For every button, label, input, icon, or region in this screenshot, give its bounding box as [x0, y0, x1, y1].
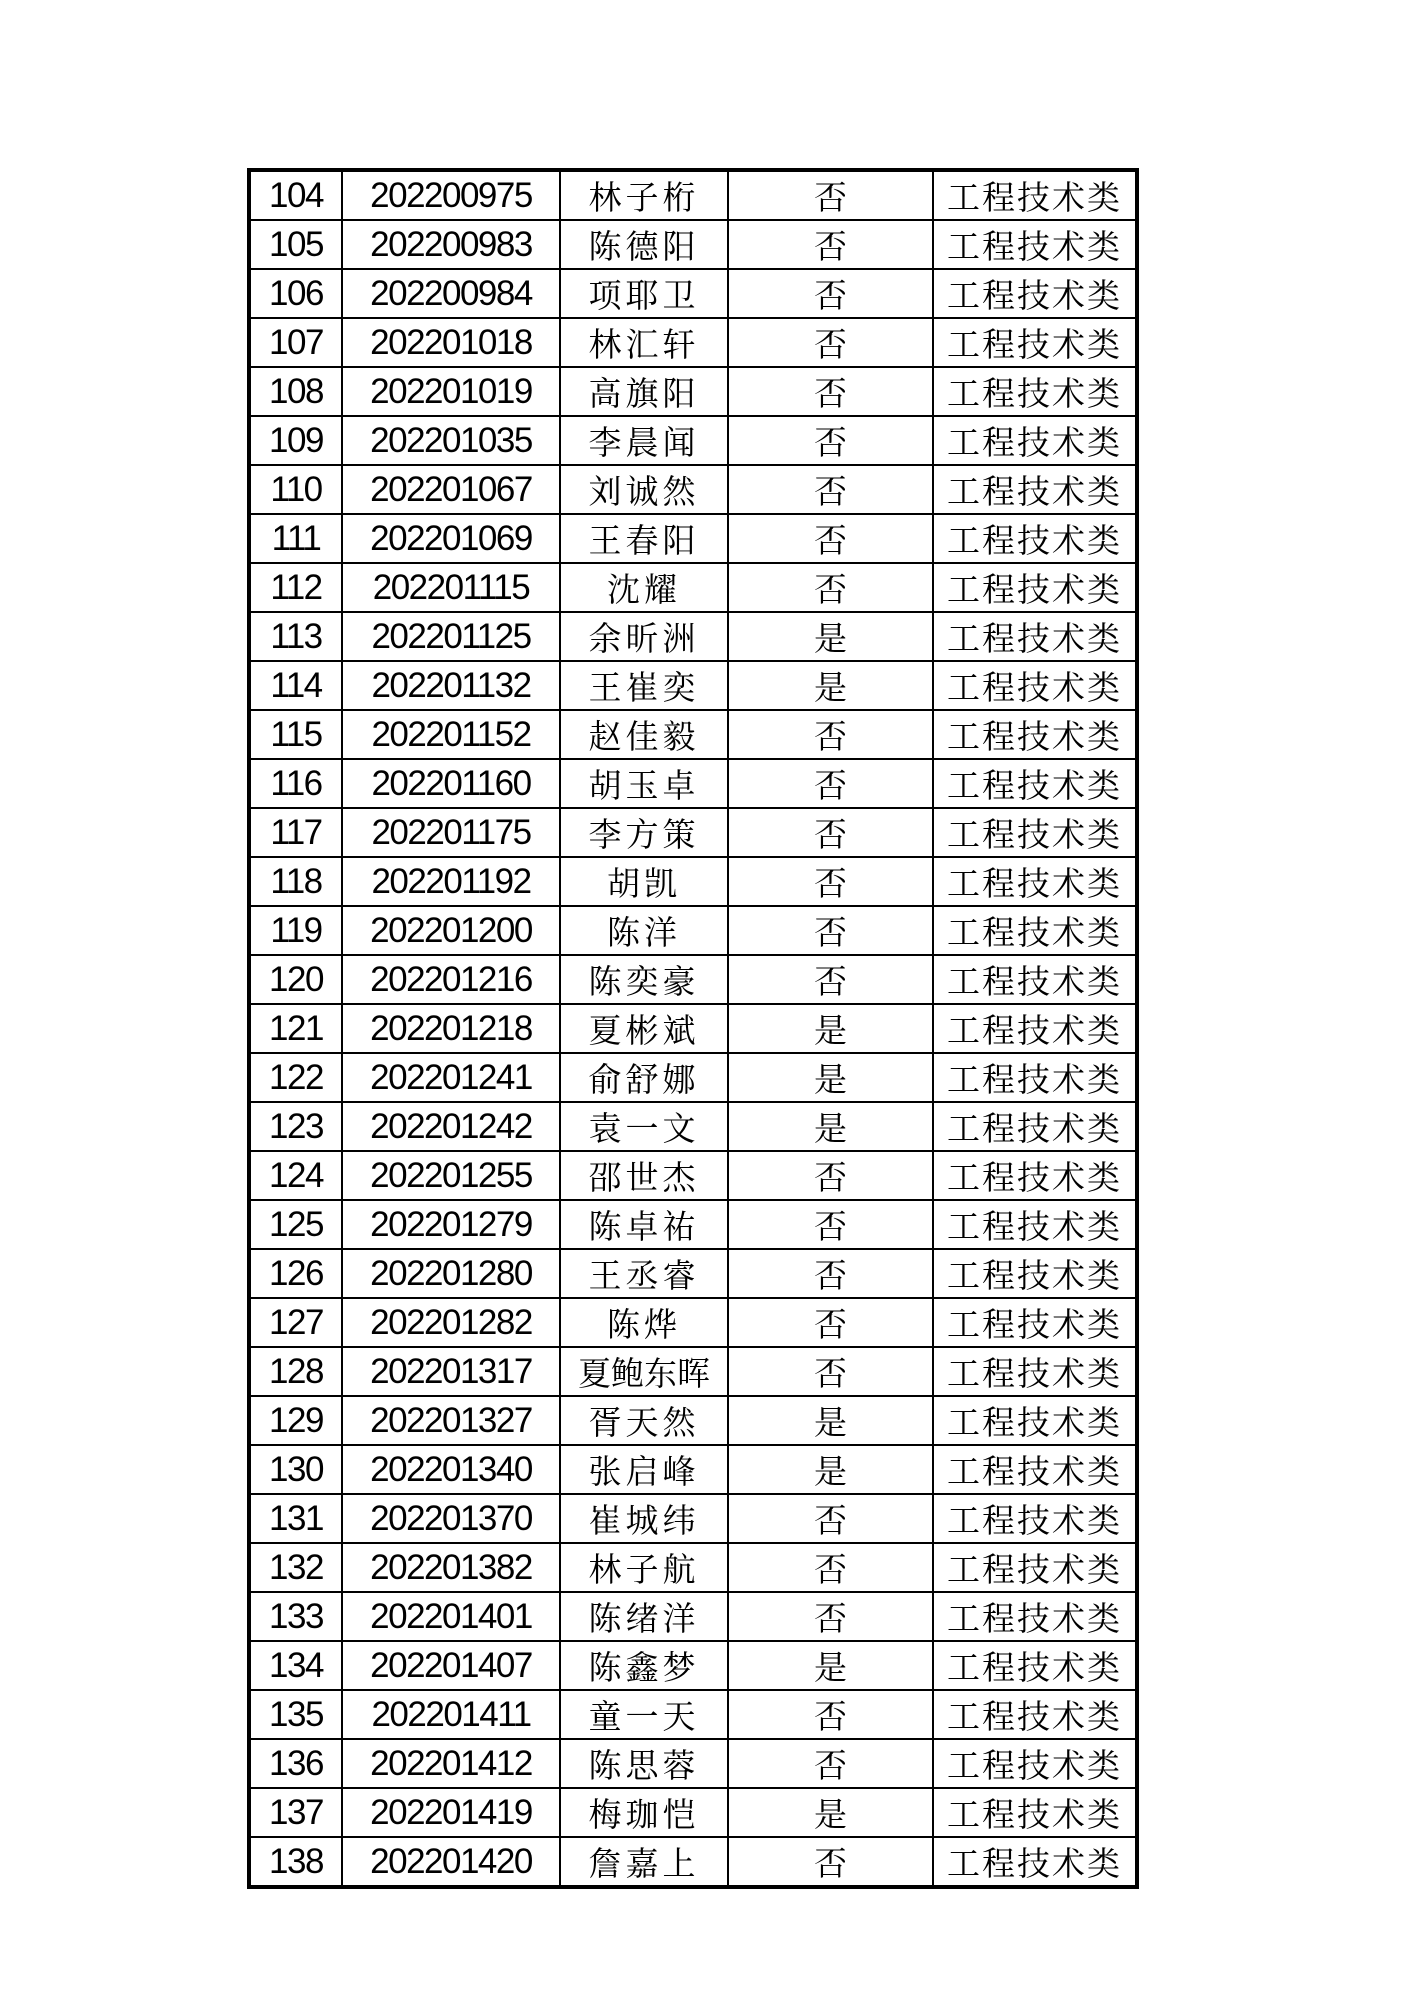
- row-number-cell: 122: [249, 1053, 342, 1102]
- student-id-cell: 202201175: [342, 808, 560, 857]
- category-cell: 工程技术类: [933, 269, 1137, 318]
- category-cell: 工程技术类: [933, 661, 1137, 710]
- row-number-cell: 126: [249, 1249, 342, 1298]
- row-number-cell: 121: [249, 1004, 342, 1053]
- table-row: [249, 1788, 1137, 1837]
- status-flag-cell: 否: [728, 857, 933, 906]
- category-cell: 工程技术类: [933, 1543, 1137, 1592]
- status-flag-cell: 是: [728, 1053, 933, 1102]
- status-flag-cell: 否: [728, 710, 933, 759]
- table-body: [249, 170, 1137, 1887]
- student-name-cell: 陈鑫梦: [560, 1641, 728, 1690]
- student-id-cell: 202201401: [342, 1592, 560, 1641]
- student-name-cell: 林子航: [560, 1543, 728, 1592]
- table-row: [249, 710, 1137, 759]
- student-id-cell: 202201327: [342, 1396, 560, 1445]
- student-id-cell: 202201160: [342, 759, 560, 808]
- student-id-cell: 202201411: [342, 1690, 560, 1739]
- student-name-cell: 陈洋: [560, 906, 728, 955]
- row-number-cell: 131: [249, 1494, 342, 1543]
- status-flag-cell: 否: [728, 1200, 933, 1249]
- status-flag-cell: 否: [728, 1543, 933, 1592]
- category-cell: 工程技术类: [933, 1200, 1137, 1249]
- table-row: [249, 1445, 1137, 1494]
- student-name-cell: 王丞睿: [560, 1249, 728, 1298]
- student-name-cell: 夏彬斌: [560, 1004, 728, 1053]
- student-name-cell: 陈奕豪: [560, 955, 728, 1004]
- student-name-cell: 陈绪洋: [560, 1592, 728, 1641]
- student-id-cell: 202201192: [342, 857, 560, 906]
- row-number-cell: 106: [249, 269, 342, 318]
- student-id-cell: 202201125: [342, 612, 560, 661]
- student-id-cell: 202201019: [342, 367, 560, 416]
- category-cell: 工程技术类: [933, 1151, 1137, 1200]
- student-name-cell: 赵佳毅: [560, 710, 728, 759]
- row-number-cell: 132: [249, 1543, 342, 1592]
- student-name-cell: 项耶卫: [560, 269, 728, 318]
- table-row: [249, 661, 1137, 710]
- table-row: [249, 1592, 1137, 1641]
- student-name-cell: 梅珈恺: [560, 1788, 728, 1837]
- category-cell: 工程技术类: [933, 1004, 1137, 1053]
- status-flag-cell: 是: [728, 1788, 933, 1837]
- row-number-cell: 109: [249, 416, 342, 465]
- table-row: [249, 514, 1137, 563]
- table-row: [249, 759, 1137, 808]
- student-id-cell: 202201412: [342, 1739, 560, 1788]
- table-row: [249, 1543, 1137, 1592]
- table-row: [249, 170, 1137, 220]
- category-cell: 工程技术类: [933, 857, 1137, 906]
- table-row: [249, 1837, 1137, 1887]
- status-flag-cell: 是: [728, 1102, 933, 1151]
- status-flag-cell: 否: [728, 318, 933, 367]
- status-flag-cell: 否: [728, 955, 933, 1004]
- status-flag-cell: 否: [728, 1298, 933, 1347]
- student-id-cell: 202201370: [342, 1494, 560, 1543]
- row-number-cell: 133: [249, 1592, 342, 1641]
- student-name-cell: 胥天然: [560, 1396, 728, 1445]
- row-number-cell: 115: [249, 710, 342, 759]
- student-name-cell: 童一天: [560, 1690, 728, 1739]
- student-name-cell: 袁一文: [560, 1102, 728, 1151]
- status-flag-cell: 否: [728, 416, 933, 465]
- student-name-cell: 胡凯: [560, 857, 728, 906]
- category-cell: 工程技术类: [933, 318, 1137, 367]
- category-cell: 工程技术类: [933, 465, 1137, 514]
- student-id-cell: 202201218: [342, 1004, 560, 1053]
- category-cell: 工程技术类: [933, 220, 1137, 269]
- row-number-cell: 113: [249, 612, 342, 661]
- student-name-cell: 胡玉卓: [560, 759, 728, 808]
- table-row: [249, 563, 1137, 612]
- table-row: [249, 857, 1137, 906]
- row-number-cell: 105: [249, 220, 342, 269]
- student-id-cell: 202201018: [342, 318, 560, 367]
- status-flag-cell: 否: [728, 759, 933, 808]
- row-number-cell: 123: [249, 1102, 342, 1151]
- student-id-cell: 202201132: [342, 661, 560, 710]
- student-id-cell: 202201115: [342, 563, 560, 612]
- category-cell: 工程技术类: [933, 1298, 1137, 1347]
- student-name-cell: 刘诚然: [560, 465, 728, 514]
- student-id-cell: 202201069: [342, 514, 560, 563]
- row-number-cell: 108: [249, 367, 342, 416]
- student-id-cell: 202201152: [342, 710, 560, 759]
- status-flag-cell: 是: [728, 612, 933, 661]
- row-number-cell: 135: [249, 1690, 342, 1739]
- category-cell: 工程技术类: [933, 808, 1137, 857]
- status-flag-cell: 否: [728, 1739, 933, 1788]
- category-cell: 工程技术类: [933, 1445, 1137, 1494]
- status-flag-cell: 是: [728, 1396, 933, 1445]
- student-name-cell: 陈思蓉: [560, 1739, 728, 1788]
- student-name-cell: 崔城纬: [560, 1494, 728, 1543]
- status-flag-cell: 否: [728, 220, 933, 269]
- table-row: [249, 1200, 1137, 1249]
- category-cell: 工程技术类: [933, 955, 1137, 1004]
- status-flag-cell: 否: [728, 367, 933, 416]
- table-row: [249, 1249, 1137, 1298]
- status-flag-cell: 否: [728, 563, 933, 612]
- student-id-cell: 202201241: [342, 1053, 560, 1102]
- student-name-cell: 陈德阳: [560, 220, 728, 269]
- student-id-cell: 202201279: [342, 1200, 560, 1249]
- student-id-cell: 202200975: [342, 170, 560, 220]
- table-row: [249, 416, 1137, 465]
- student-name-cell: 林子桁: [560, 170, 728, 220]
- student-id-cell: 202201382: [342, 1543, 560, 1592]
- table-row: [249, 955, 1137, 1004]
- student-id-cell: 202201317: [342, 1347, 560, 1396]
- category-cell: 工程技术类: [933, 514, 1137, 563]
- table-row: [249, 1102, 1137, 1151]
- row-number-cell: 111: [249, 514, 342, 563]
- student-table: [247, 168, 1139, 1889]
- student-name-cell: 詹嘉上: [560, 1837, 728, 1887]
- status-flag-cell: 否: [728, 1837, 933, 1887]
- student-id-cell: 202201420: [342, 1837, 560, 1887]
- category-cell: 工程技术类: [933, 1641, 1137, 1690]
- status-flag-cell: 否: [728, 906, 933, 955]
- table-row: [249, 1690, 1137, 1739]
- row-number-cell: 129: [249, 1396, 342, 1445]
- table-row: [249, 612, 1137, 661]
- status-flag-cell: 是: [728, 1641, 933, 1690]
- table-row: [249, 1494, 1137, 1543]
- student-name-cell: 夏鲍东晖: [560, 1347, 728, 1396]
- student-name-cell: 沈耀: [560, 563, 728, 612]
- row-number-cell: 118: [249, 857, 342, 906]
- row-number-cell: 124: [249, 1151, 342, 1200]
- status-flag-cell: 是: [728, 661, 933, 710]
- row-number-cell: 120: [249, 955, 342, 1004]
- category-cell: 工程技术类: [933, 1494, 1137, 1543]
- row-number-cell: 104: [249, 170, 342, 220]
- student-id-cell: 202201255: [342, 1151, 560, 1200]
- category-cell: 工程技术类: [933, 170, 1137, 220]
- table-row: [249, 318, 1137, 367]
- category-cell: 工程技术类: [933, 1102, 1137, 1151]
- row-number-cell: 110: [249, 465, 342, 514]
- student-name-cell: 余昕洲: [560, 612, 728, 661]
- student-name-cell: 张启峰: [560, 1445, 728, 1494]
- category-cell: 工程技术类: [933, 1396, 1137, 1445]
- table-row: [249, 1053, 1137, 1102]
- row-number-cell: 136: [249, 1739, 342, 1788]
- category-cell: 工程技术类: [933, 563, 1137, 612]
- row-number-cell: 117: [249, 808, 342, 857]
- category-cell: 工程技术类: [933, 759, 1137, 808]
- status-flag-cell: 否: [728, 1690, 933, 1739]
- status-flag-cell: 否: [728, 1592, 933, 1641]
- category-cell: 工程技术类: [933, 416, 1137, 465]
- student-name-cell: 高旗阳: [560, 367, 728, 416]
- table-row: [249, 1004, 1137, 1053]
- student-id-cell: 202201216: [342, 955, 560, 1004]
- category-cell: 工程技术类: [933, 1690, 1137, 1739]
- row-number-cell: 128: [249, 1347, 342, 1396]
- student-id-cell: 202201282: [342, 1298, 560, 1347]
- table-row: [249, 1151, 1137, 1200]
- row-number-cell: 125: [249, 1200, 342, 1249]
- category-cell: 工程技术类: [933, 1592, 1137, 1641]
- row-number-cell: 138: [249, 1837, 342, 1887]
- category-cell: 工程技术类: [933, 1788, 1137, 1837]
- student-name-cell: 王崔奕: [560, 661, 728, 710]
- student-name-cell: 邵世杰: [560, 1151, 728, 1200]
- student-name-cell: 陈卓祐: [560, 1200, 728, 1249]
- student-name-cell: 陈烨: [560, 1298, 728, 1347]
- student-id-cell: 202201407: [342, 1641, 560, 1690]
- status-flag-cell: 否: [728, 170, 933, 220]
- row-number-cell: 130: [249, 1445, 342, 1494]
- category-cell: 工程技术类: [933, 906, 1137, 955]
- status-flag-cell: 否: [728, 1249, 933, 1298]
- row-number-cell: 112: [249, 563, 342, 612]
- status-flag-cell: 否: [728, 808, 933, 857]
- row-number-cell: 137: [249, 1788, 342, 1837]
- status-flag-cell: 是: [728, 1445, 933, 1494]
- table-row: [249, 465, 1137, 514]
- table-row: [249, 269, 1137, 318]
- table-row: [249, 1298, 1137, 1347]
- student-name-cell: 李方策: [560, 808, 728, 857]
- table-row: [249, 1396, 1137, 1445]
- status-flag-cell: 否: [728, 269, 933, 318]
- student-id-cell: 202201242: [342, 1102, 560, 1151]
- row-number-cell: 119: [249, 906, 342, 955]
- category-cell: 工程技术类: [933, 1837, 1137, 1887]
- status-flag-cell: 否: [728, 1151, 933, 1200]
- student-name-cell: 林汇轩: [560, 318, 728, 367]
- student-id-cell: 202201035: [342, 416, 560, 465]
- student-id-cell: 202201280: [342, 1249, 560, 1298]
- row-number-cell: 127: [249, 1298, 342, 1347]
- student-id-cell: 202201200: [342, 906, 560, 955]
- row-number-cell: 116: [249, 759, 342, 808]
- table-row: [249, 1641, 1137, 1690]
- row-number-cell: 107: [249, 318, 342, 367]
- status-flag-cell: 否: [728, 1347, 933, 1396]
- status-flag-cell: 是: [728, 1004, 933, 1053]
- category-cell: 工程技术类: [933, 1249, 1137, 1298]
- category-cell: 工程技术类: [933, 612, 1137, 661]
- table-row: [249, 1347, 1137, 1396]
- category-cell: 工程技术类: [933, 1739, 1137, 1788]
- status-flag-cell: 否: [728, 514, 933, 563]
- table-row: [249, 220, 1137, 269]
- table-row: [249, 906, 1137, 955]
- student-name-cell: 王春阳: [560, 514, 728, 563]
- table-row: [249, 1739, 1137, 1788]
- student-id-cell: 202201419: [342, 1788, 560, 1837]
- student-id-cell: 202200984: [342, 269, 560, 318]
- student-id-cell: 202201067: [342, 465, 560, 514]
- table-row: [249, 808, 1137, 857]
- table-row: [249, 367, 1137, 416]
- student-id-cell: 202201340: [342, 1445, 560, 1494]
- category-cell: 工程技术类: [933, 710, 1137, 759]
- status-flag-cell: 否: [728, 1494, 933, 1543]
- student-id-cell: 202200983: [342, 220, 560, 269]
- category-cell: 工程技术类: [933, 1053, 1137, 1102]
- category-cell: 工程技术类: [933, 1347, 1137, 1396]
- student-name-cell: 李晨闻: [560, 416, 728, 465]
- student-name-cell: 俞舒娜: [560, 1053, 728, 1102]
- category-cell: 工程技术类: [933, 367, 1137, 416]
- row-number-cell: 134: [249, 1641, 342, 1690]
- status-flag-cell: 否: [728, 465, 933, 514]
- row-number-cell: 114: [249, 661, 342, 710]
